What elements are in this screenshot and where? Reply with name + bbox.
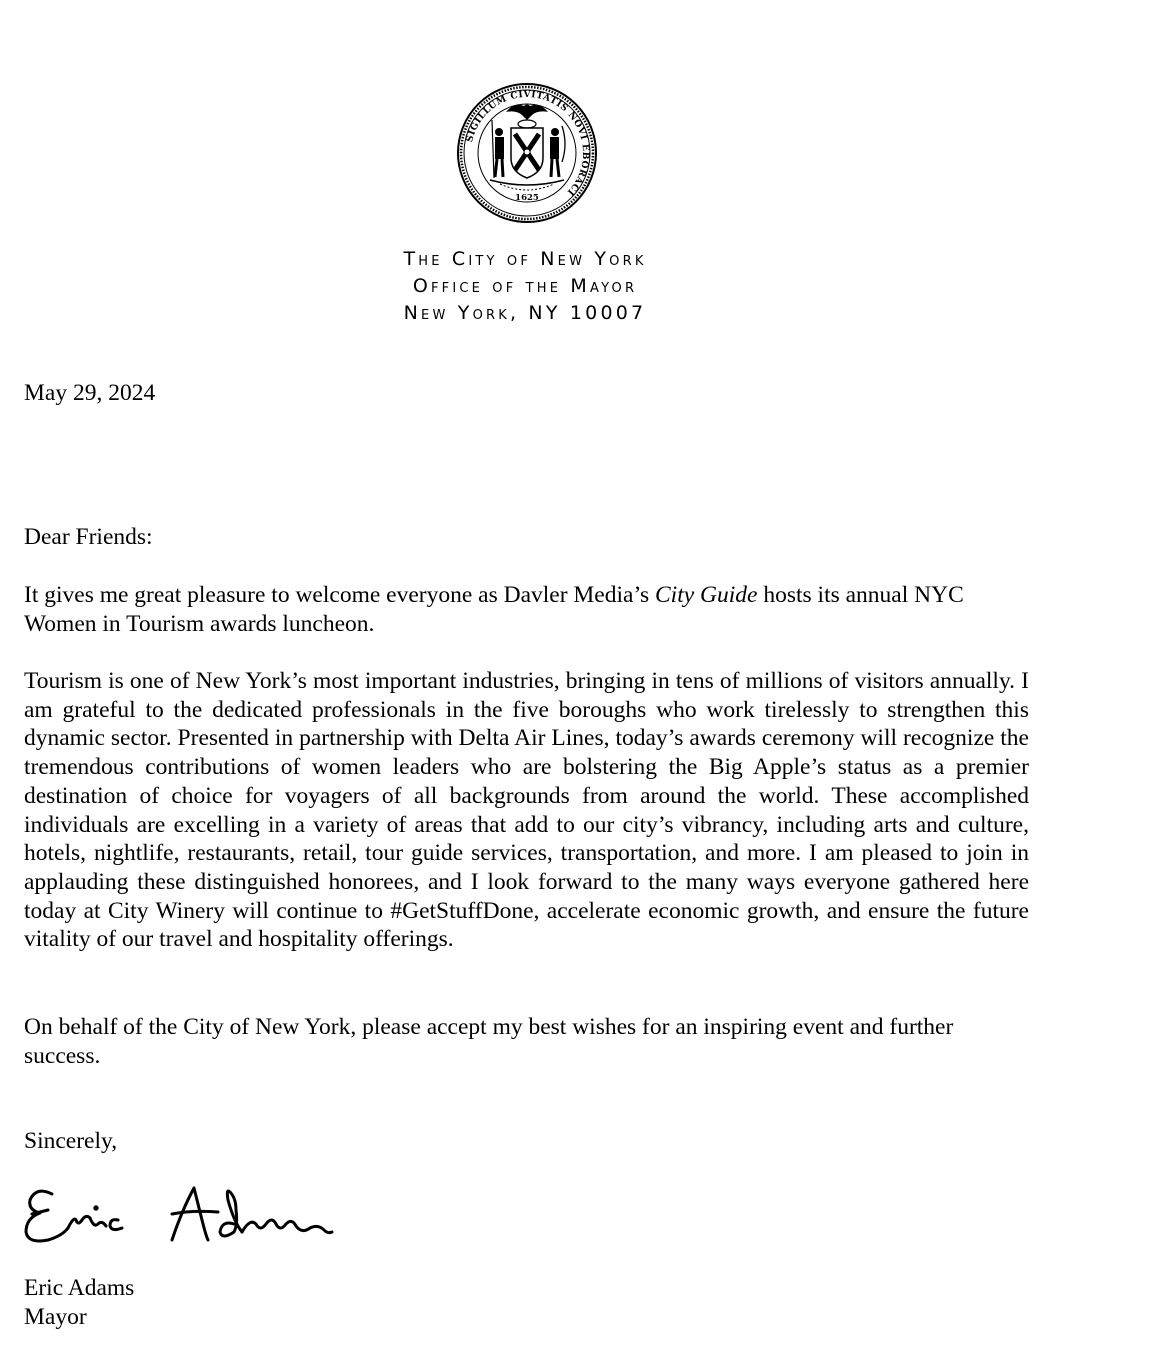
signature-text: Eric Adams — [22, 1180, 27, 1181]
letterhead — [0, 246, 1050, 327]
letterhead-office: Office of the Mayor — [412, 275, 638, 297]
seal-year: 1625 — [515, 193, 539, 203]
signature — [22, 1180, 337, 1250]
paragraph-1-tail: hosts its annual NYC Women in Tourism awards luncheon. — [24, 582, 964, 637]
letterhead-address: New York, NY 10007 — [403, 302, 647, 324]
salutation: Dear Friends: — [24, 524, 153, 550]
signer-name: Eric Adams — [24, 1275, 135, 1301]
seal-motto: SIGILLUM CIVITATIS NOVI EBORACI — [465, 89, 591, 198]
signer-block — [24, 1274, 1029, 1331]
body-paragraph-1 — [24, 581, 1029, 638]
letter-date: May 29, 2024 — [24, 380, 156, 406]
signer-title: Mayor — [24, 1303, 87, 1330]
body-paragraph-3: On behalf of the City of New York, please accept my best wishes for an inspiring event and further success. — [24, 1014, 954, 1069]
letterhead-city: The City of New York — [403, 248, 647, 270]
paragraph-1-lead: It gives me great pleasure to welcome everyone as Davler Media’s — [24, 582, 655, 608]
city-seal-icon — [456, 82, 598, 224]
closing: Sincerely, — [24, 1128, 118, 1154]
body-paragraph-2: Tourism is one of New York’s most important industries, bringing in tens of millions of visitors annually. I am grateful to the dedicated professionals in the five boroughs who work tirelessly to strengthen this dynamic sector. Presented in partnership with Delta Air Lines, today’s awards ceremony will recognize the tremendous contributions of women leaders who are bolstering the Big Apple’s status as a premier destination of choice for voyagers of all backgrounds from around the world. These accomplished individuals are excelling in a variety of areas that add to our city’s vibrancy, including arts and culture, hotels, nightlife, restaurants, retail, tour guide services, transportation, and more. I am pleased to join in applauding these distinguished honorees, and I look forward to the many ways everyone gathered here today at City Winery will continue to #GetStuffDone, accelerate economic growth, and ensure the future vitality of our travel and hospitality offerings. — [24, 668, 1029, 953]
publication-title: City Guide — [655, 582, 758, 608]
